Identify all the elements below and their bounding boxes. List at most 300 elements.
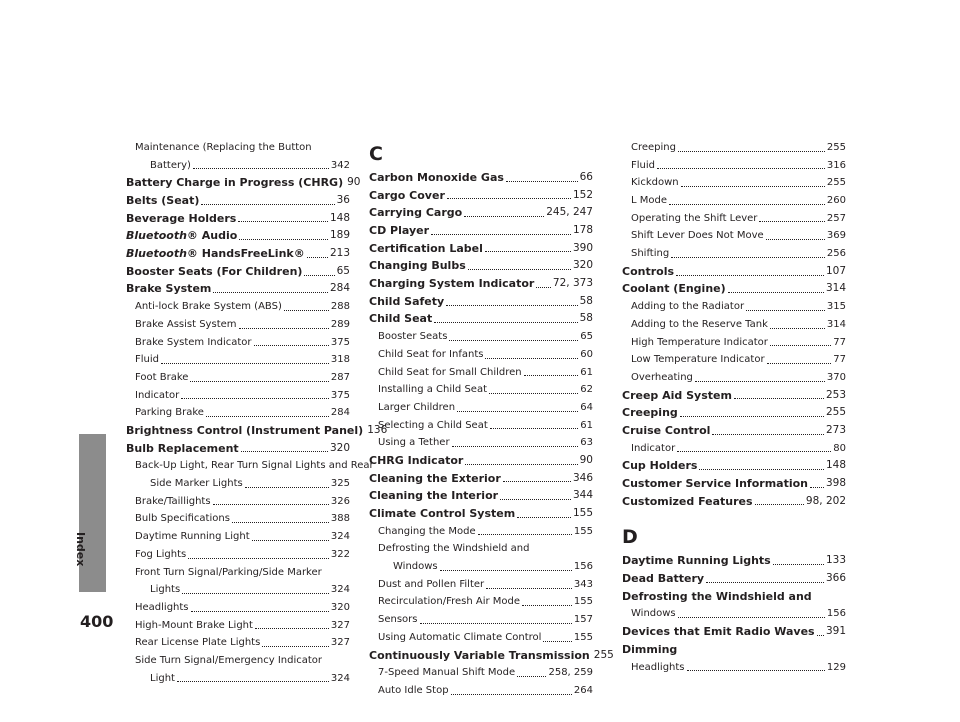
- index-entry-page-link[interactable]: 178: [572, 224, 593, 237]
- dot-leader: [680, 416, 824, 417]
- index-entry: [622, 457, 846, 475]
- index-entry: [126, 316, 350, 334]
- index-entry-page-link[interactable]: 256: [826, 248, 846, 260]
- index-entry-page-link[interactable]: 324: [330, 672, 350, 684]
- index-section-letter: C: [369, 143, 383, 165]
- index-entry-term: Daytime Running Light: [135, 531, 250, 543]
- index-entry-term: Front Turn Signal/Parking/Side Marker: [135, 566, 322, 578]
- index-entry: [369, 293, 593, 311]
- index-entry-page-link[interactable]: 155: [572, 507, 593, 520]
- index-entry: [126, 670, 350, 688]
- index-entry-term: Indicator: [135, 389, 180, 401]
- dot-leader: [503, 481, 571, 482]
- index-entry-page-link[interactable]: 320: [572, 259, 593, 272]
- dot-leader: [699, 469, 824, 470]
- dot-leader: [712, 434, 824, 435]
- index-entry-page-link[interactable]: 255: [593, 648, 614, 661]
- index-entry-page-link[interactable]: 253: [825, 388, 846, 401]
- index-entry-term: Cleaning the Interior: [369, 489, 499, 503]
- index-entry-term: High-Mount Brake Light: [135, 619, 253, 631]
- index-entry-page-link[interactable]: 148: [825, 459, 846, 472]
- index-entry-term: Fog Lights: [135, 548, 187, 560]
- index-entry-term: Cleaning the Exterior: [369, 471, 501, 485]
- dot-leader: [201, 204, 334, 205]
- dot-leader: [706, 582, 824, 583]
- index-entry: [369, 452, 593, 470]
- index-entry-page-link[interactable]: 155: [573, 631, 593, 643]
- index-entry-page-link[interactable]: 156: [573, 561, 593, 573]
- index-entry: [622, 369, 846, 387]
- dot-leader: [182, 593, 329, 594]
- index-entry-term: CD Player: [369, 224, 430, 238]
- index-entry: [126, 493, 350, 511]
- index-entry: [126, 546, 350, 564]
- index-entry-term: Dead Battery: [622, 572, 705, 586]
- index-entry-page-link[interactable]: 148: [329, 211, 350, 224]
- index-entry: [622, 387, 846, 405]
- index-tab-label: Index: [74, 532, 87, 567]
- index-entry-term: Cruise Control: [622, 423, 711, 437]
- index-entry: [126, 652, 350, 670]
- index-entry-term: Continuously Variable Transmission: [369, 648, 590, 662]
- index-entry-term: Brake Assist System: [135, 318, 237, 330]
- index-entry-term: Using Automatic Climate Control: [378, 631, 542, 643]
- index-entry: [369, 523, 593, 541]
- index-entry-page-link[interactable]: 155: [573, 525, 593, 537]
- index-entry-page-link[interactable]: 77: [833, 354, 846, 366]
- index-entry: [622, 210, 846, 228]
- index-entry: [622, 351, 846, 369]
- index-entry: [126, 475, 350, 493]
- index-entry: [622, 281, 846, 299]
- index-entry-page-link[interactable]: 327: [330, 619, 350, 631]
- dot-leader: [181, 398, 329, 399]
- index-entry-page-link[interactable]: 288: [330, 301, 350, 313]
- index-entry-term: Windows: [631, 608, 676, 620]
- dot-leader: [457, 411, 578, 412]
- dot-leader: [485, 358, 578, 359]
- index-entry-page-link[interactable]: 369: [826, 230, 846, 242]
- index-entry-term: Dimming: [622, 642, 678, 656]
- dot-leader: [681, 186, 825, 187]
- index-entry: [126, 528, 350, 546]
- index-entry-page-link[interactable]: 245, 247: [546, 206, 593, 219]
- index-entry-page-link[interactable]: 60: [580, 348, 593, 360]
- dot-leader: [770, 345, 831, 346]
- index-entry-term: Sensors: [378, 614, 418, 626]
- index-entry-page-link[interactable]: 65: [580, 331, 593, 343]
- index-entry-term: Operating the Shift Lever: [631, 212, 758, 224]
- index-entry-page-link[interactable]: 255: [825, 406, 846, 419]
- dot-leader: [284, 310, 329, 311]
- index-entry: [369, 647, 614, 665]
- index-entry: [126, 581, 350, 599]
- index-entry-term: Customized Features: [622, 494, 753, 508]
- dot-leader: [191, 611, 329, 612]
- index-entry: [369, 434, 593, 452]
- dot-leader: [486, 588, 572, 589]
- index-entry-page-link[interactable]: 63: [580, 437, 593, 449]
- index-entry-page-link[interactable]: 255: [826, 141, 846, 153]
- index-column-2: [369, 139, 614, 700]
- index-entry: [369, 417, 593, 435]
- dot-leader: [728, 292, 824, 293]
- index-entry-page-link[interactable]: 80: [833, 442, 846, 454]
- index-entry-page-link[interactable]: 65: [336, 264, 350, 277]
- index-entry-page-link[interactable]: 133: [825, 554, 846, 567]
- index-entry-page-link[interactable]: 90: [347, 176, 361, 189]
- index-entry-term: Child Seat: [369, 312, 433, 326]
- dot-leader: [770, 328, 825, 329]
- index-entry: [622, 475, 846, 493]
- index-entry-term: Bulb Replacement: [126, 441, 239, 455]
- dot-leader: [522, 605, 572, 606]
- index-entry-page-link[interactable]: 324: [330, 531, 350, 543]
- index-entry-term: Child Safety: [369, 294, 445, 308]
- index-entry-page-link[interactable]: 62: [580, 384, 593, 396]
- index-entry-page-link[interactable]: 318: [330, 354, 350, 366]
- index-entry-page-link[interactable]: 157: [573, 614, 593, 626]
- index-entry-term: Belts (Seat): [126, 194, 200, 208]
- index-entry-term: Overheating: [631, 371, 693, 383]
- dot-leader: [817, 635, 824, 636]
- index-entry: [369, 611, 593, 629]
- index-side-tab: [79, 434, 106, 592]
- index-entry-term: Maintenance (Replacing the Button: [135, 142, 312, 153]
- index-entry: [126, 245, 350, 263]
- index-entry-page-link[interactable]: 136: [367, 423, 388, 436]
- index-entry: [369, 187, 593, 205]
- dot-leader: [238, 221, 328, 222]
- dot-leader: [464, 216, 544, 217]
- index-entry: [126, 298, 350, 316]
- index-entry-term: Recirculation/Fresh Air Mode: [378, 596, 521, 608]
- dot-leader: [241, 451, 328, 452]
- index-entry-page-link[interactable]: 284: [329, 282, 350, 295]
- index-entry-page-link[interactable]: 366: [825, 572, 846, 585]
- index-entry: [369, 682, 593, 700]
- index-entry-term: Cup Holders: [622, 459, 698, 473]
- index-entry-page-link[interactable]: 398: [825, 477, 846, 490]
- index-entry: [622, 174, 846, 192]
- index-entry-term: Rear License Plate Lights: [135, 637, 261, 649]
- dot-leader: [440, 570, 572, 571]
- dot-leader: [468, 269, 571, 270]
- index-column-1: [126, 139, 388, 687]
- dot-leader: [434, 322, 577, 323]
- index-entry-term: Light: [150, 672, 175, 684]
- index-column-3: [622, 139, 846, 676]
- index-entry-term: Back-Up Light, Rear Turn Signal Lights and Rear: [135, 460, 374, 472]
- index-entry: [126, 210, 350, 228]
- index-entry: [622, 334, 846, 352]
- dot-leader: [676, 275, 824, 276]
- index-entry-term: 7-Speed Manual Shift Mode: [378, 667, 516, 679]
- index-entry: [369, 381, 593, 399]
- dot-leader: [239, 239, 328, 240]
- index-entry-page-link[interactable]: 72, 373: [552, 277, 593, 290]
- index-entry-page-link[interactable]: 326: [330, 495, 350, 507]
- dot-leader: [304, 275, 334, 276]
- index-entry: [126, 263, 350, 281]
- index-entry-page-link[interactable]: 77: [833, 336, 846, 348]
- index-entry-page-link[interactable]: 314: [826, 318, 846, 330]
- index-entry-term: Anti-lock Brake System (ABS): [135, 301, 282, 313]
- index-entry: [369, 399, 593, 417]
- index-entry: [369, 540, 593, 558]
- index-entry-term: Adding to the Radiator: [631, 301, 745, 313]
- dot-leader: [517, 676, 546, 677]
- index-entry-page-link[interactable]: 320: [330, 601, 350, 613]
- index-entry-page-link[interactable]: 264: [573, 684, 593, 696]
- index-entry-page-link[interactable]: 314: [825, 282, 846, 295]
- index-entry: [622, 659, 846, 677]
- index-entry: [369, 576, 593, 594]
- dot-leader: [245, 487, 329, 488]
- index-entry-page-link[interactable]: 273: [825, 423, 846, 436]
- index-entry-term: Carbon Monoxide Gas: [369, 170, 504, 184]
- index-entry: [622, 552, 846, 570]
- page-number: 400: [80, 612, 114, 631]
- index-entry-term: Installing a Child Seat: [378, 384, 488, 396]
- dot-leader: [239, 328, 329, 329]
- dot-leader: [506, 181, 578, 182]
- index-entry-term: Creep Aid System: [622, 388, 732, 402]
- index-entry: [622, 570, 846, 588]
- dot-leader: [773, 564, 824, 565]
- index-entry-term: Windows: [393, 561, 438, 573]
- dot-leader: [810, 487, 824, 488]
- dot-leader: [449, 340, 578, 341]
- index-entry-page-link[interactable]: 156: [826, 608, 846, 620]
- index-entry: [369, 487, 593, 505]
- index-entry: [369, 204, 593, 222]
- index-entry-term: Brake System: [126, 282, 212, 296]
- index-entry-term: Certification Label: [369, 241, 483, 255]
- index-entry: [369, 257, 593, 275]
- index-entry-page-link[interactable]: 375: [330, 336, 350, 348]
- index-entry: [369, 240, 593, 258]
- index-entry: [622, 192, 846, 210]
- index-entry-page-link[interactable]: 36: [336, 194, 350, 207]
- index-entry-term: Selecting a Child Seat: [378, 419, 488, 431]
- index-entry-page-link[interactable]: 66: [579, 170, 593, 183]
- dot-leader: [669, 204, 825, 205]
- index-entry-page-link[interactable]: 325: [330, 478, 350, 490]
- index-entry: [369, 346, 593, 364]
- index-entry-term: Adding to the Reserve Tank: [631, 318, 768, 330]
- dot-leader: [734, 398, 824, 399]
- index-entry-page-link[interactable]: 287: [330, 371, 350, 383]
- index-entry: [126, 334, 350, 352]
- dot-leader: [213, 504, 329, 505]
- index-entry: [369, 222, 593, 240]
- index-entry-page-link[interactable]: 129: [826, 661, 846, 673]
- dot-leader: [766, 239, 825, 240]
- index-entry-term: Booster Seats (For Children): [126, 264, 303, 278]
- index-entry-term: Parking Brake: [135, 407, 204, 419]
- index-entry-page-link[interactable]: 344: [572, 489, 593, 502]
- index-entry: [126, 404, 350, 422]
- index-entry-page-link[interactable]: 346: [572, 471, 593, 484]
- index-entry-term: Battery): [150, 159, 191, 171]
- dot-leader: [687, 670, 825, 671]
- index-entry: [126, 387, 350, 405]
- index-entry-page-link[interactable]: 257: [826, 212, 846, 224]
- dot-leader: [431, 234, 571, 235]
- index-entry: [622, 227, 846, 245]
- index-entry-term: Creeping: [622, 406, 678, 420]
- index-entry-page-link[interactable]: 189: [329, 229, 350, 242]
- index-entry: [622, 298, 846, 316]
- index-entry-term: Brightness Control (Instrument Panel): [126, 423, 364, 437]
- index-entry: [126, 510, 350, 528]
- index-entry: [126, 157, 350, 175]
- index-entry-term: Fluid: [631, 159, 655, 171]
- index-entry-term: Changing Bulbs: [369, 259, 466, 273]
- index-entry-page-link[interactable]: 155: [573, 596, 593, 608]
- index-entry-term: Climate Control System: [369, 507, 516, 521]
- index-entry: [622, 263, 846, 281]
- index-entry: [622, 404, 846, 422]
- index-entry: [622, 157, 846, 175]
- index-entry-page-link[interactable]: 255: [826, 177, 846, 189]
- index-entry: [622, 641, 846, 659]
- index-entry-term: Controls: [622, 264, 675, 278]
- index-entry-page-link[interactable]: 61: [580, 419, 593, 431]
- index-entry-term: Brake/Taillights: [135, 495, 211, 507]
- index-entry-page-link[interactable]: 284: [330, 407, 350, 419]
- index-entry-page-link[interactable]: 213: [329, 247, 350, 260]
- index-entry-page-link[interactable]: 61: [580, 366, 593, 378]
- dot-leader: [447, 198, 571, 199]
- dot-leader: [161, 363, 329, 364]
- index-entry: [622, 623, 846, 641]
- dot-leader: [451, 694, 572, 695]
- index-entry-page-link[interactable]: 260: [826, 195, 846, 207]
- index-entry: [126, 440, 350, 458]
- index-entry-term: Changing the Mode: [378, 525, 476, 537]
- index-entry: [126, 139, 350, 157]
- index-entry-term: Defrosting the Windshield and: [378, 543, 530, 555]
- index-entry-page-link[interactable]: 98, 202: [805, 494, 846, 507]
- index-entry-term: Bluetooth® HandsFreeLink®: [126, 247, 305, 261]
- index-entry: [369, 311, 593, 329]
- dot-leader: [307, 257, 328, 258]
- index-entry-page-link[interactable]: 343: [573, 578, 593, 590]
- index-entry: [369, 664, 593, 682]
- index-entry-term: Fluid: [135, 354, 159, 366]
- dot-leader: [695, 381, 825, 382]
- index-entry-term: Indicator: [631, 442, 676, 454]
- index-entry-term: Kickdown: [631, 177, 679, 189]
- index-entry-term: Headlights: [631, 661, 685, 673]
- dot-leader: [678, 617, 825, 618]
- index-entry-page-link[interactable]: 58: [579, 294, 593, 307]
- index-entry-term: Side Marker Lights: [150, 478, 243, 490]
- index-entry-term: Carrying Cargo: [369, 206, 463, 220]
- index-entry-term: Customer Service Information: [622, 477, 808, 491]
- dot-leader: [759, 221, 825, 222]
- index-entry-page-link[interactable]: 107: [825, 264, 846, 277]
- index-entry-term: L Mode: [631, 195, 667, 207]
- index-entry-term: High Temperature Indicator: [631, 336, 768, 348]
- index-section-letter: D: [622, 526, 638, 549]
- index-entry: [126, 457, 374, 475]
- index-entry-page-link[interactable]: 390: [572, 241, 593, 254]
- dot-leader: [255, 628, 329, 629]
- index-entry: [126, 564, 350, 582]
- index-entry: [369, 328, 593, 346]
- index-entry-term: Defrosting the Windshield and: [622, 589, 812, 603]
- index-entry: [622, 440, 846, 458]
- dot-leader: [420, 623, 572, 624]
- index-entry-term: Child Seat for Infants: [378, 348, 484, 360]
- index-entry-page-link[interactable]: 258, 259: [548, 667, 593, 679]
- dot-leader: [490, 428, 579, 429]
- index-entry: [126, 369, 350, 387]
- index-entry: [126, 617, 350, 635]
- dot-leader: [188, 558, 329, 559]
- index-entry: [369, 558, 593, 576]
- index-entry: [126, 281, 350, 299]
- index-entry: [369, 275, 593, 293]
- dot-leader: [671, 257, 825, 258]
- index-entry-page-link[interactable]: 320: [329, 441, 350, 454]
- index-entry-term: Daytime Running Lights: [622, 554, 771, 568]
- index-entry-page-link[interactable]: 152: [572, 188, 593, 201]
- index-entry: [126, 192, 350, 210]
- index-entry-page-link[interactable]: 58: [579, 312, 593, 325]
- dot-leader: [262, 646, 329, 647]
- index-entry-page-link[interactable]: 316: [826, 159, 846, 171]
- index-entry-page-link[interactable]: 388: [330, 513, 350, 525]
- index-entry-term: Creeping: [631, 141, 676, 153]
- index-entry-page-link[interactable]: 375: [330, 389, 350, 401]
- index-entry-page-link[interactable]: 391: [825, 625, 846, 638]
- index-entry: [369, 594, 593, 612]
- index-entry: [126, 227, 350, 245]
- index-entry-term: Brake System Indicator: [135, 336, 252, 348]
- index-entry-page-link[interactable]: 327: [330, 637, 350, 649]
- dot-leader: [232, 522, 329, 523]
- dot-leader: [543, 641, 571, 642]
- index-entry: [369, 169, 593, 187]
- index-entry-page-link[interactable]: 64: [580, 401, 593, 413]
- dot-leader: [517, 517, 571, 518]
- index-entry-page-link[interactable]: 322: [330, 548, 350, 560]
- index-entry-page-link[interactable]: 289: [330, 318, 350, 330]
- index-entry-page-link[interactable]: 315: [826, 301, 846, 313]
- index-entry-page-link[interactable]: 324: [330, 584, 350, 596]
- index-entry: [126, 422, 388, 440]
- index-entry-term: Bulb Specifications: [135, 513, 230, 525]
- dot-leader: [446, 305, 577, 306]
- index-entry-term: Child Seat for Small Children: [378, 366, 522, 378]
- index-entry: [622, 245, 846, 263]
- dot-leader: [190, 381, 328, 382]
- index-entry-term: Battery Charge in Progress (CHRG): [126, 176, 344, 190]
- index-entry-page-link[interactable]: 370: [826, 371, 846, 383]
- index-entry-term: Auto Idle Stop: [378, 684, 449, 696]
- index-entry: [369, 364, 593, 382]
- dot-leader: [478, 534, 572, 535]
- index-entry-term: Lights: [150, 584, 181, 596]
- index-entry-term: Cargo Cover: [369, 188, 445, 202]
- index-entry-page-link[interactable]: 90: [579, 453, 593, 466]
- dot-leader: [206, 416, 329, 417]
- index-entry-page-link[interactable]: 342: [330, 159, 350, 171]
